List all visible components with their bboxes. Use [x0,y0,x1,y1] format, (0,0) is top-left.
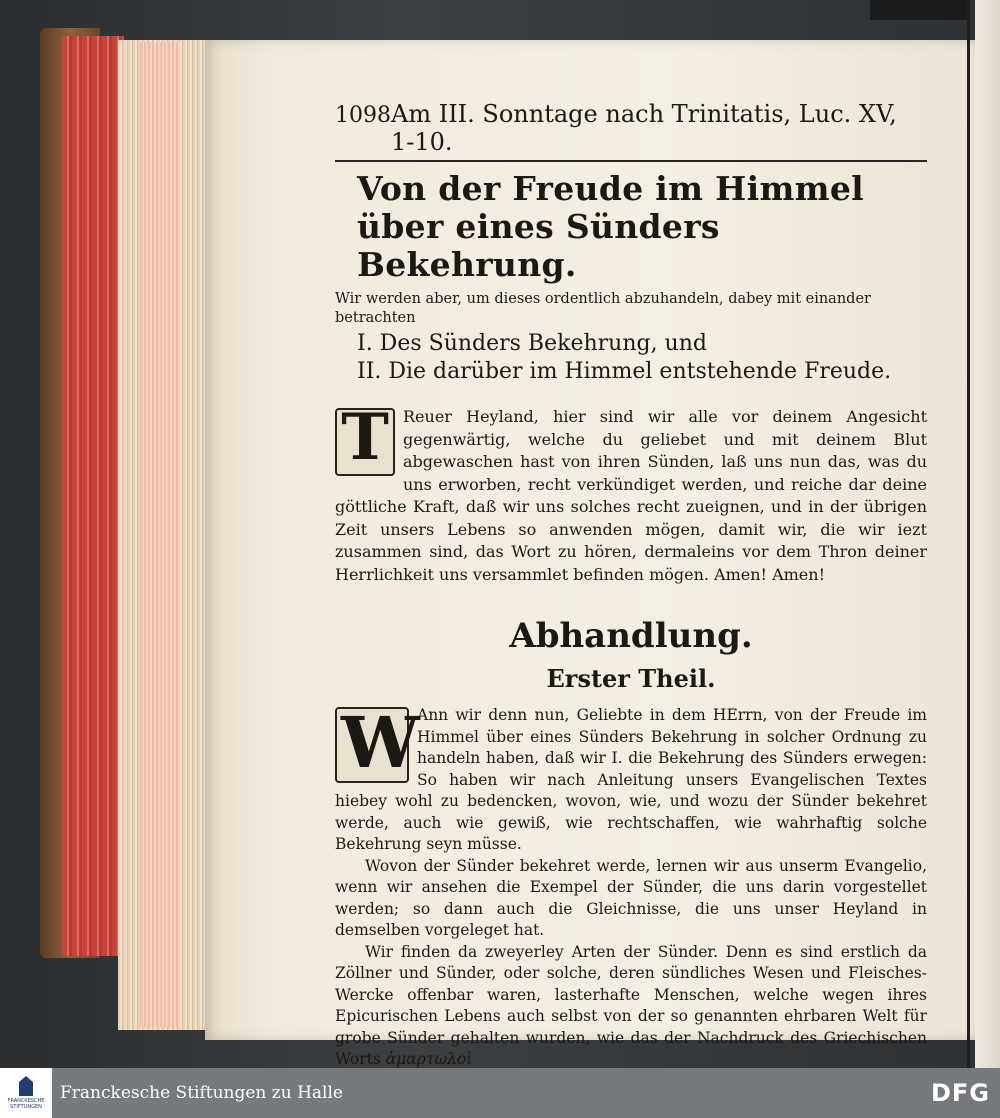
body-paragraph [335,942,927,1071]
greek-word: ἁμαρτωλοὶ [385,1050,473,1068]
prayer-paragraph [335,400,927,586]
page-edges-red [62,36,124,956]
sermon-outline [357,330,927,386]
part-paragraph [335,701,927,856]
facing-page-strip [975,0,1000,1068]
institution-logo[interactable] [0,1068,52,1118]
outline-item: I. Des Sünders Bekehrung, und [357,331,707,356]
building-icon [19,1076,33,1096]
section-heading: Abhandlung. [509,616,753,656]
viewer-footer [0,1068,1000,1118]
part-drop-cap: W [335,707,409,783]
page-content [335,100,927,1089]
running-head [335,100,927,162]
logo-text: FRANCKESCHE STIFTUNGEN [7,1098,45,1110]
institution-name[interactable]: Franckesche Stiftungen zu Halle [60,1083,343,1103]
page-edges-pink [140,42,180,1027]
prayer-drop-cap: T [335,408,395,476]
running-head-text: Am III. Sonntage nach Trinitatis, Luc. XV, 1-10. [391,100,897,156]
part-text: Ann wir denn nun, Geliebte in dem HErrn, von der Freude im Himmel über eines Sünders Bekehrung in solcher Ordnung zu handeln haben, daß wir I. die Bekehrung des Sünders erwegen: So haben wir nach Anleitung unsers Evangelischen Textes hiebey wohl zu bedencken, wovon, wie, und wozu der Sünder bekehret werde, auch wie gewiß, wie rechtschaffen, wie wahrhaftig solche Bekehrung seyn müsse. [335,706,927,853]
part-heading: Erster Theil. [546,664,716,693]
body-paragraph: Wovon der Sünder bekehret werde, lernen wir aus unserm Evangelio, wenn wir ansehen die Exempel der Sünder, die uns darin vorgestellet werden; so dann auch die Gleichnisse, die uns unser Heyland in demselben vorgeleget hat. [335,856,927,939]
outline-item: II. Die darüber im Himmel entstehende Freude. [357,359,892,384]
page-number: 1098 [335,103,391,128]
book-clamp [870,0,970,20]
sermon-title: Von der Freude im Himmel über eines Sünders Bekehrung. [357,169,865,284]
intro-text: Wir werden aber, um dieses ordentlich abzuhandeln, dabey mit einander betrachten [335,291,871,326]
prayer-text: Reuer Heyland, hier sind wir alle vor deinem Angesicht gegenwärtig, welche du geliebet und mit deinem Blut abgewaschen hast von ihren Sünden, laß uns nun das, was du uns erworben, recht verkündiget werden, und reiche dar deine göttliche Kraft, daß wir uns solches recht zueignen, und in der übrigen Zeit unsers Lebens so anwenden mögen, damit wir, die wir iezt zusammen sind, das Wort zu hören, dermaleins vor dem Thron deiner Herrlichkeit uns versammlet befinden mögen. Amen! Amen! [335,407,927,584]
paragraph-text: Wir finden da zweyerley Arten der Sünder. Denn es sind erstlich da Zöllner und Sünder, oder solche, deren sündliches Wesen und Fleisches-Wercke offenbar waren, lasterhafte Menschen, welche wegen ihres Epicurischen Lebens auch selbst von der so genannten ehrbaren Welt für grobe Sünder gehalten wurden, wie das der Nachdruck des Griechischen Worts [335,942,927,1068]
dfg-logo[interactable]: DFG [930,1079,990,1107]
